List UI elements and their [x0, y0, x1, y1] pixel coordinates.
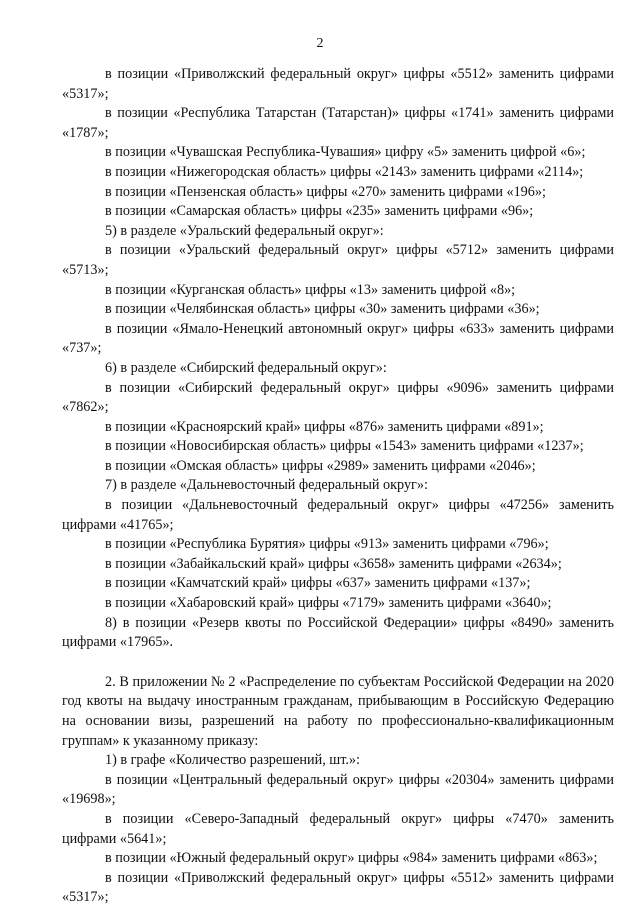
paragraph: в позиции «Центральный федеральный округ» цифры «20304» заменить цифрами «19698»; [62, 771, 614, 808]
paragraph: в позиции «Новосибирская область» цифры «1543» заменить цифрами «1237»; [105, 438, 584, 455]
subsection-heading: 1) в графе «Количество разрешений, шт.»: [105, 752, 360, 769]
page-number: 2 [316, 36, 324, 51]
paragraph: в позиции «Дальневосточный федеральный округ» цифры «47256» заменить цифрами «41765»; [62, 497, 614, 533]
document-body [62, 65, 614, 908]
paragraph: в позиции «Сибирский федеральный округ» цифры «9096» заменить цифрами «7862»; [62, 379, 614, 416]
section-heading-ural: 5) в разделе «Уральский федеральный округ»: [105, 222, 384, 239]
paragraph: в позиции «Ямало-Ненецкий автономный округ» цифры «633» заменить цифрами «737»; [62, 320, 614, 357]
paragraph: в позиции «Хабаровский край» цифры «7179» заменить цифрами «3640»; [105, 595, 552, 612]
paragraph: в позиции «Самарская область» цифры «235» заменить цифрами «96»; [105, 203, 534, 220]
paragraph: в позиции «Северо-Западный федеральный округ» цифры «7470» заменить цифрами «5641»; [62, 810, 614, 847]
paragraph: в позиции «Камчатский край» цифры «637» заменить цифрами «137»; [105, 575, 531, 592]
section-heading-far-eastern: 7) в разделе «Дальневосточный федеральный округ»: [105, 477, 428, 494]
paragraph: в позиции «Приволжский федеральный округ» цифры «5512» заменить цифрами «5317»; [62, 869, 614, 906]
paragraph: в позиции «Пензенская область» цифры «270» заменить цифрами «196»; [105, 183, 546, 200]
paragraph: в позиции «Омская область» цифры «2989» заменить цифрами «2046»; [105, 457, 536, 474]
paragraph-appendix-2: 2. В приложении № 2 «Распределение по субъектам Российской Федерации на 2020 год квоты на выдачу иностранным гражданам, прибывающим в Российскую Федерацию на основании визы, разрешений на работу по профессионально-квалификационным группам» к указанному приказу: [62, 673, 614, 749]
paragraph: в позиции «Челябинская область» цифры «30» заменить цифрами «36»; [105, 301, 540, 318]
paragraph: в позиции «Курганская область» цифры «13» заменить цифрой «8»; [105, 281, 516, 298]
paragraph: в позиции «Чувашская Республика-Чувашия» цифру «5» заменить цифрой «6»; [105, 144, 586, 161]
paragraph: в позиции «Уральский федеральный округ» цифры «5712» заменить цифрами «5713»; [62, 242, 614, 278]
paragraph: в позиции «Приволжский федеральный округ» цифры «5512» заменить цифрами «5317»; [62, 66, 614, 102]
paragraph: в позиции «Республика Бурятия» цифры «913» заменить цифрами «796»; [105, 536, 549, 553]
paragraph: в позиции «Южный федеральный округ» цифры «984» заменить цифрами «863»; [105, 850, 598, 867]
paragraph: в позиции «Забайкальский край» цифры «3658» заменить цифрами «2634»; [105, 555, 562, 572]
paragraph: в позиции «Республика Татарстан (Татарстан)» цифры «1741» заменить цифрами «1787»; [62, 105, 614, 141]
paragraph-reserve: 8) в позиции «Резерв квоты по Российской Федерации» цифры «8490» заменить цифрами «17965». [62, 614, 614, 651]
paragraph: в позиции «Красноярский край» цифры «876» заменить цифрами «891»; [105, 418, 544, 435]
paragraph: в позиции «Нижегородская область» цифры «2143» заменить цифрами «2114»; [105, 163, 584, 180]
section-heading-siberian: 6) в разделе «Сибирский федеральный округ»: [105, 359, 387, 376]
